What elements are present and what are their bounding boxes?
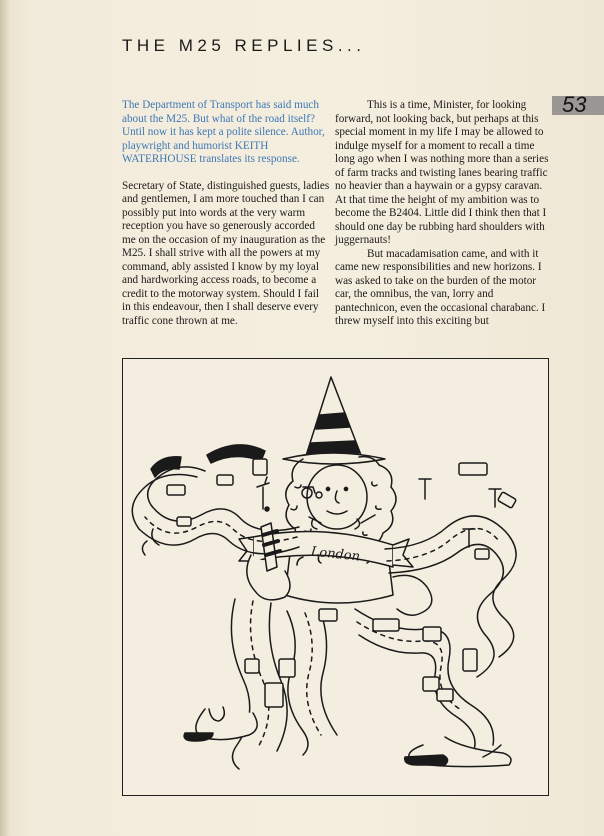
page-number: 53 bbox=[562, 92, 587, 117]
text-column-right bbox=[335, 99, 549, 329]
intro-paragraph: The Department of Transport has said much about the M25. But what of the road itself? Until now it has kept a polite silence. Author, playwright and humorist KEITH WATERHOUSE translates its response. bbox=[122, 99, 325, 165]
illustration-frame bbox=[122, 358, 549, 796]
page-gutter-shadow bbox=[0, 0, 10, 836]
body-paragraph-3: But macadamisation came, and with it came new responsibilities and new horizons. I was asked to take on the burden of the motor car, the omnibus, the van, lorry and pantechnicon, even the occasional charabanc. I threw myself into this exciting but bbox=[335, 247, 546, 327]
road-giant-illustration bbox=[123, 359, 548, 795]
traffic-cone-hat bbox=[283, 377, 385, 464]
text-column-left bbox=[122, 99, 330, 328]
road-arm-right bbox=[385, 463, 516, 677]
body-paragraph-1: Secretary of State, distinguished guests, ladies and gentlemen, I am more touched than I can possibly put into words at the very warm reception you have so generously accorded me on the occasion of my inauguration as the M25. I shall strive with all the powers at my command, ably assisted I know by my loyal and hardworking access roads, to become a credit to the motorway system. Should I fail in this endeavour, then I shall deserve every traffic cone thrown at me. bbox=[122, 179, 330, 327]
sash-label: London bbox=[310, 544, 361, 565]
sign-post-doodle bbox=[257, 477, 269, 511]
article-title: THE M25 REPLIES... bbox=[122, 36, 366, 55]
body-paragraph-2: This is a time, Minister, for looking forward, not looking back, but perhaps at this special moment in my life I may be allowed to indulge myself for a moment to recall a time long ago when I was nothing more than a series of farm tracks and twisting lanes bearing traffic no heavier than a haywain or a gypsy caravan. At that time the height of my ambition was to become the B2404. Little did I think then that I should one day be rubbing hard shoulders with juggernauts! bbox=[335, 99, 549, 246]
